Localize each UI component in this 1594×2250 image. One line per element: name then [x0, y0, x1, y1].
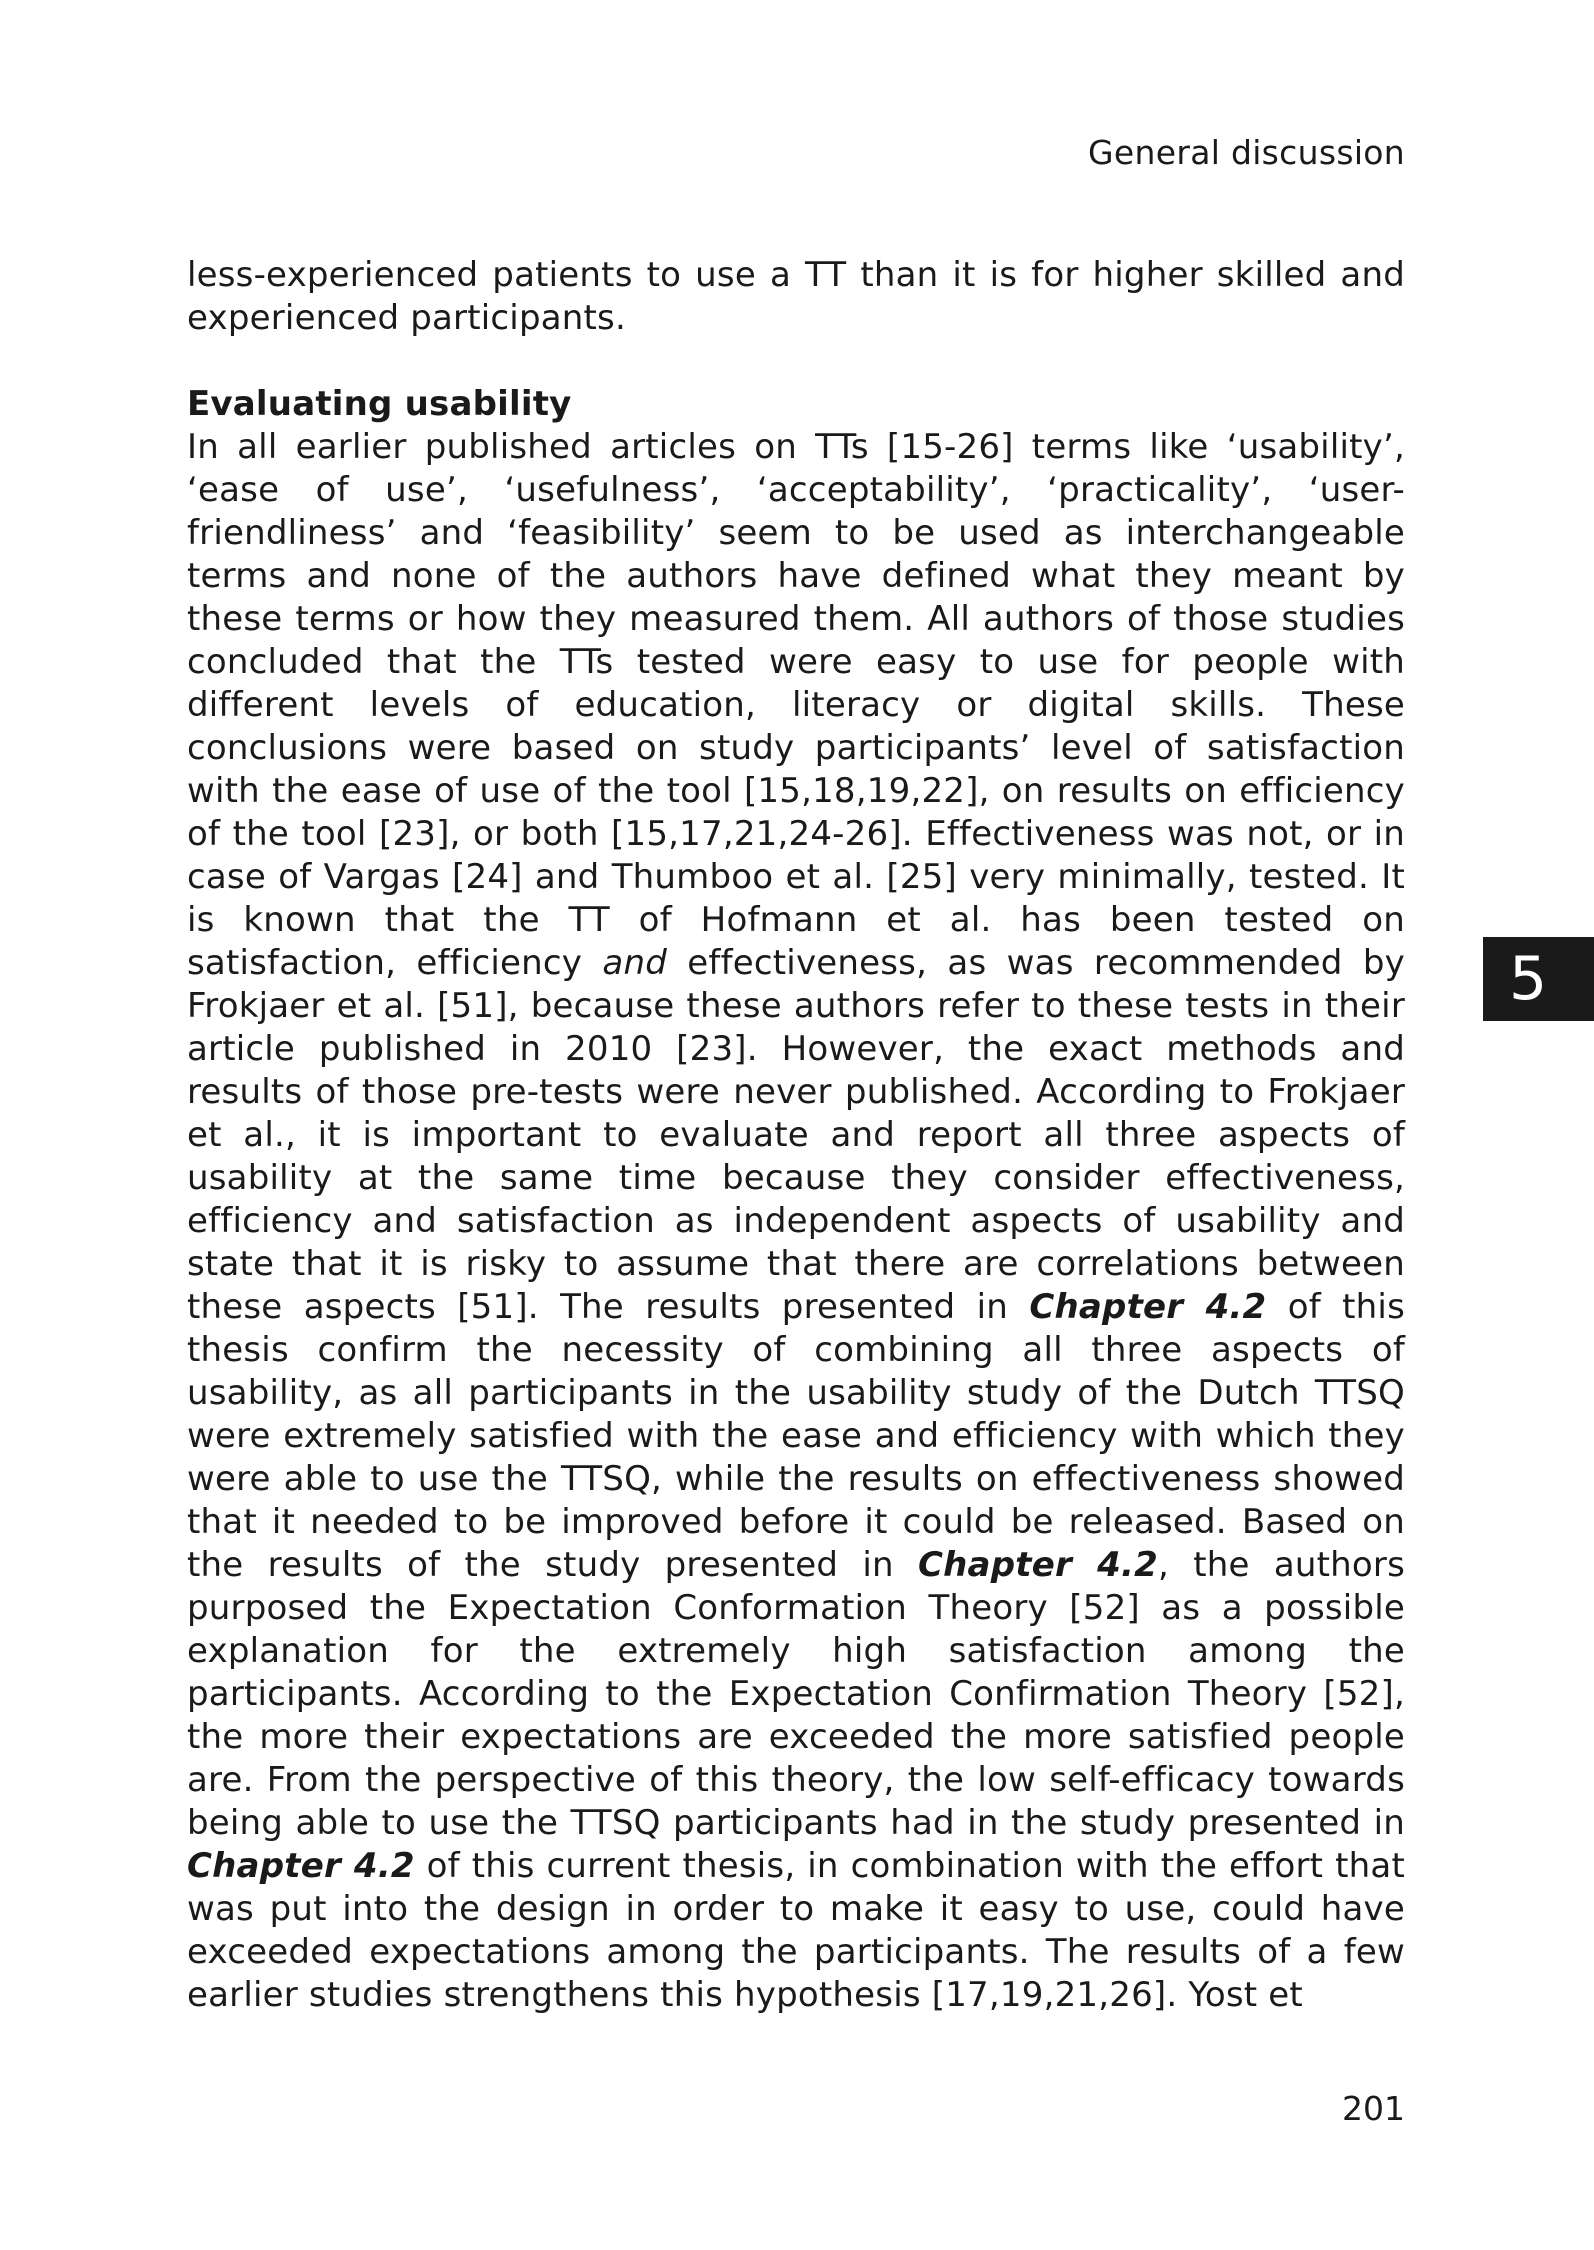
running-header: General discussion — [1088, 133, 1405, 172]
chapter-reference: Chapter 4.2 — [918, 1545, 1158, 1585]
chapter-reference: Chapter 4.2 — [1029, 1287, 1267, 1327]
text-segment: of this current thesis, in combination with the effort that was put into the design in order to make it easy to use, could have exceeded expectations among the participants. The results of a few earlier studies strengthens this hypothesis [17,19,21,26]. Yost et — [187, 1846, 1405, 2015]
chapter-reference: Chapter 4.2 — [187, 1846, 415, 1886]
chapter-tab: 5 — [1483, 937, 1594, 1021]
text-segment: effectiveness, as was recommended by Frokjaer et al. [51], because these authors refer to these tests in their article published in 2010 [23]. However, the exact methods and results of those pre-tests were never published. According to Frokjaer et al., it is important to evaluate and report all three aspects of usability at the same time because they consider effectiveness, efficiency and satisfaction as independent aspects of usability and state that it is risky to assume that there are correlations between these aspects [51]. The results presented in — [187, 943, 1405, 1327]
italic-text: and — [602, 943, 667, 983]
section-heading: Evaluating usability — [187, 384, 572, 424]
body-text — [187, 254, 1405, 2017]
section-paragraph — [187, 426, 1405, 2017]
text-segment: , the authors purposed the Expectation Conformation Theory [52] as a possible explanation for the extremely high satisfaction among the participants. According to the Expectation Confirmation Theory [52], the more their expectations are exceeded the more satisfied people are. From the perspective of this theory, the low self-efficacy towards being able to use the TTSQ participants had in the study presented in — [187, 1545, 1405, 1843]
text-segment: of this thesis confirm the necessity of combining all three aspects of usability, as all participants in the usability study of the Dutch TTSQ were extremely satisfied with the ease and efficiency with which they were able to use the TTSQ, while the results on effectiveness showed that it needed to be improved before it could be released. Based on the results of the study presented in — [187, 1287, 1405, 1585]
page-number: 201 — [1342, 2089, 1405, 2128]
continued-paragraph: less-experienced patients to use a TT than it is for higher skilled and experienced participants. — [187, 255, 1405, 338]
text-segment: In all earlier published articles on TTs [15-26] terms like ‘usability’, ‘ease of use’, ‘usefulness’, ‘acceptability’, ‘practicality’, ‘user-friendliness’ and ‘feasibility’ seem to be used as interchangeable terms and none of the authors have defined what they meant by these terms or how they measured them. All authors of those studies concluded that the TTs tested were easy to use for people with different levels of education, literacy or digital skills. These conclusions were based on study participants’ level of satisfaction with the ease of use of the tool [15,18,19,22], on results on efficiency of the tool [23], or both [15,17,21,24-26]. Effectiveness was not, or in case of Vargas [24] and Thumboo et al. [25] very minimally, tested. It is known that the TT of Hofmann et al. has been tested on satisfaction, efficiency — [187, 427, 1405, 983]
